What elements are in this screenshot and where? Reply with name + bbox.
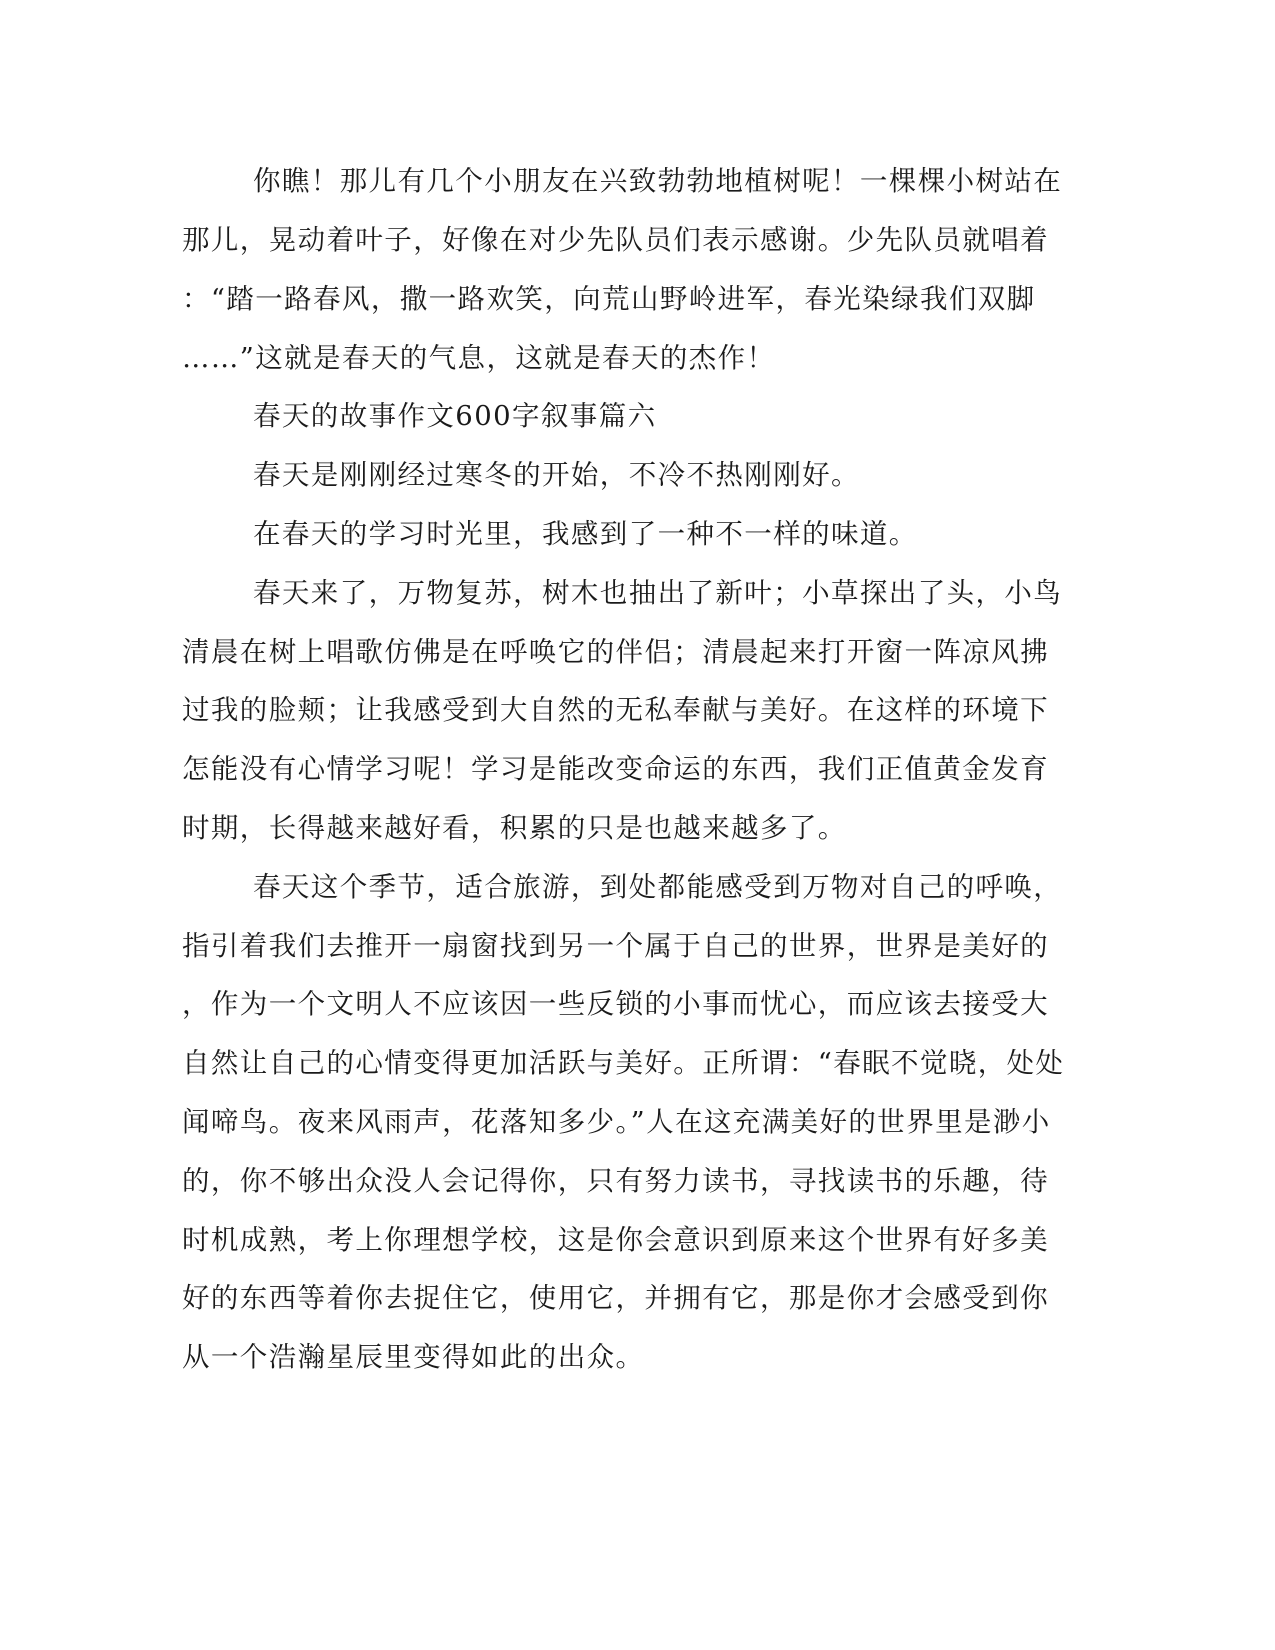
text-line: 春天这个季节，适合旅游，到处都能感受到万物对自己的呼唤， [253,871,1063,903]
text-line: 指引着我们去推开一扇窗找到另一个属于自己的世界，世界是美好的 [182,930,1049,962]
text-line: 过我的脸颊；让我感受到大自然的无私奉献与美好。在这样的环境下 [182,694,1049,726]
text-line: 好的东西等着你去捉住它，使用它，并拥有它，那是你才会感受到你 [182,1282,1049,1314]
text-line: ：“踏一路春风，撒一路欢笑，向荒山野岭进军，春光染绿我们双脚 [182,283,1036,315]
text-line: 你瞧！那儿有几个小朋友在兴致勃勃地植树呢！一棵棵小树站在 [253,165,1063,197]
text-line: 清晨在树上唱歌仿佛是在呼唤它的伴侣；清晨起来打开窗一阵凉风拂 [182,636,1049,668]
text-line: 从一个浩瀚星辰里变得如此的出众。 [182,1341,645,1373]
text-line: 怎能没有心情学习呢！学习是能改变命运的东西，我们正值黄金发育 [182,753,1049,785]
section-heading: 春天的故事作文600字叙事篇六 [253,400,657,432]
text-line: 那儿，晃动着叶子，好像在对少先队员们表示感谢。少先队员就唱着 [182,224,1049,256]
text-line: 时机成熟，考上你理想学校，这是你会意识到原来这个世界有好多美 [182,1224,1049,1256]
text-line: 闻啼鸟。夜来风雨声，花落知多少。”人在这充满美好的世界里是渺小 [182,1106,1051,1138]
text-line: 的，你不够出众没人会记得你，只有努力读书，寻找读书的乐趣，待 [182,1165,1049,1197]
text-line: 春天是刚刚经过寒冬的开始，不冷不热刚刚好。 [253,459,860,491]
text-line: 自然让自己的心情变得更加活跃与美好。正所谓：“春眠不觉晓，处处 [182,1047,1065,1079]
text-line: 在春天的学习时光里，我感到了一种不一样的味道。 [253,518,918,550]
text-line: ……”这就是春天的气息，这就是春天的杰作！ [182,342,776,374]
text-line: ，作为一个文明人不应该因一些反锁的小事而忧心，而应该去接受大 [182,988,1049,1020]
text-line: 春天来了，万物复苏，树木也抽出了新叶；小草探出了头，小鸟 [253,577,1063,609]
text-line: 时期，长得越来越好看，积累的只是也越来越多了。 [182,812,847,844]
